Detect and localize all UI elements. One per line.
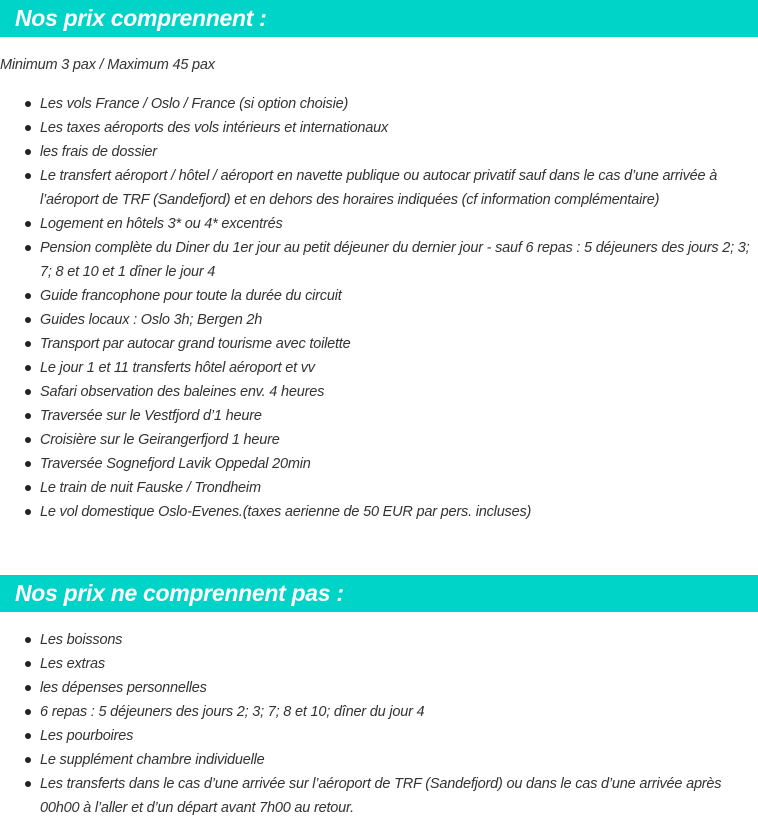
list-item: Guide francophone pour toute la durée du circuit xyxy=(0,284,758,308)
list-item: Guides locaux : Oslo 3h; Bergen 2h xyxy=(0,308,758,332)
list-item: Transport par autocar grand tourisme avec toilette xyxy=(0,332,758,356)
list-item: les dépenses personnelles xyxy=(0,676,758,700)
list-item: Les taxes aéroports des vols intérieurs et internationaux xyxy=(0,116,758,140)
included-list xyxy=(0,92,758,524)
list-item: les frais de dossier xyxy=(0,140,758,164)
list-item: Les pourboires xyxy=(0,724,758,748)
list-item: 6 repas : 5 déjeuners des jours 2; 3; 7; 8 et 10; dîner du jour 4 xyxy=(0,700,758,724)
list-item: Le supplément chambre individuelle xyxy=(0,748,758,772)
list-item: Pension complète du Diner du 1er jour au petit déjeuner du dernier jour - sauf 6 repas : 5 déjeuners des jours 2; 3; 7; 8 et 10 et 1 dîner le jour 4 xyxy=(0,236,758,284)
list-item: Les boissons xyxy=(0,628,758,652)
list-item: Logement en hôtels 3* ou 4* excentrés xyxy=(0,212,758,236)
group-size-note: Minimum 3 pax / Maximum 45 pax xyxy=(0,57,215,73)
list-item: Le transfert aéroport / hôtel / aéroport en navette publique ou autocar privatif sauf dans le cas d’une arrivée à l’aéroport de TRF (Sandefjord) et en dehors des horaires indiquées (cf information complémentaire) xyxy=(0,164,758,212)
list-item: Traversée sur le Vestfjord d’1 heure xyxy=(0,404,758,428)
list-item: Les extras xyxy=(0,652,758,676)
excluded-list xyxy=(0,628,758,820)
list-item: Croisière sur le Geirangerfjord 1 heure xyxy=(0,428,758,452)
list-item: Safari observation des baleines env. 4 heures xyxy=(0,380,758,404)
excluded-section-title: Nos prix ne comprennent pas : xyxy=(0,575,758,612)
list-item: Le jour 1 et 11 transferts hôtel aéroport et vv xyxy=(0,356,758,380)
list-item: Le train de nuit Fauske / Trondheim xyxy=(0,476,758,500)
list-item: Le vol domestique Oslo-Evenes.(taxes aerienne de 50 EUR par pers. incluses) xyxy=(0,500,758,524)
included-section-title: Nos prix comprennent : xyxy=(0,0,758,37)
list-item: Les transferts dans le cas d’une arrivée sur l’aéroport de TRF (Sandefjord) ou dans le cas d’une arrivée après 00h00 à l’aller et d’un départ avant 7h00 au retour. xyxy=(0,772,758,820)
list-item: Traversée Sognefjord Lavik Oppedal 20min xyxy=(0,452,758,476)
list-item: Les vols France / Oslo / France (si option choisie) xyxy=(0,92,758,116)
